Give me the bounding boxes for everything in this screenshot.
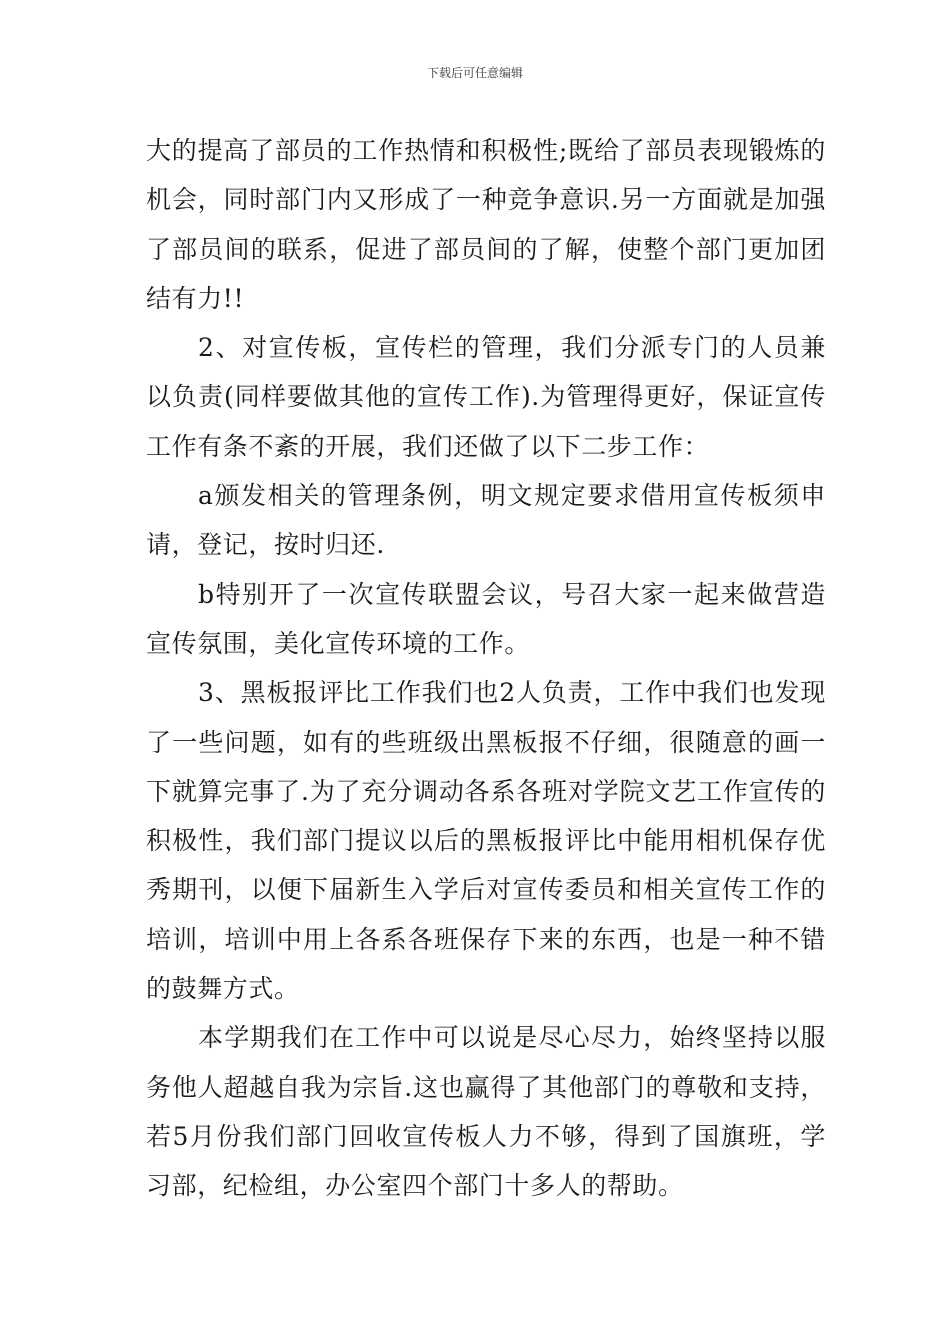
paragraph-subitem-b: b特别开了一次宣传联盟会议，号召大家一起来做营造宣传氛围，美化宣传环境的工作。 (146, 579, 826, 658)
document-body (146, 126, 826, 1211)
paragraph-summary: 本学期我们在工作中可以说是尽心尽力，始终坚持以服务他人超越自我为宗旨.这也赢得了其他部门的尊敬和支持，若5月份我们部门回收宣传板人力不够，得到了国旗班，学习部，纪检组，办公室四个部门十多人的帮助。 (146, 1023, 826, 1201)
paragraph-item-3: 3、黑板报评比工作我们也2人负责，工作中我们也发现了一些问题，如有的些班级出黑板报不仔细，很随意的画一下就算完事了.为了充分调动各系各班对学院文艺工作宣传的积极性，我们部门提议以后的黑板报评比中能用相机保存优秀期刊，以便下届新生入学后对宣传委员和相关宣传工作的培训，培训中用上各系各班保存下来的东西，也是一种不错的鼓舞方式。 (146, 678, 826, 1004)
paragraph-subitem-a: a颁发相关的管理条例，明文规定要求借用宣传板须申请，登记，按时归还. (146, 481, 826, 560)
page-header: 下载后可任意编辑 (426, 66, 523, 80)
paragraph-item-2: 2、对宣传板，宣传栏的管理，我们分派专门的人员兼以负责(同样要做其他的宣传工作).为管理得更好，保证宣传工作有条不紊的开展，我们还做了以下二步工作： (146, 333, 826, 461)
paragraph-continuation: 大的提高了部员的工作热情和积极性;既给了部员表现锻炼的机会，同时部门内又形成了一种竞争意识.另一方面就是加强了部员间的联系，促进了部员间的了解，使整个部门更加团结有力!! (146, 136, 826, 313)
